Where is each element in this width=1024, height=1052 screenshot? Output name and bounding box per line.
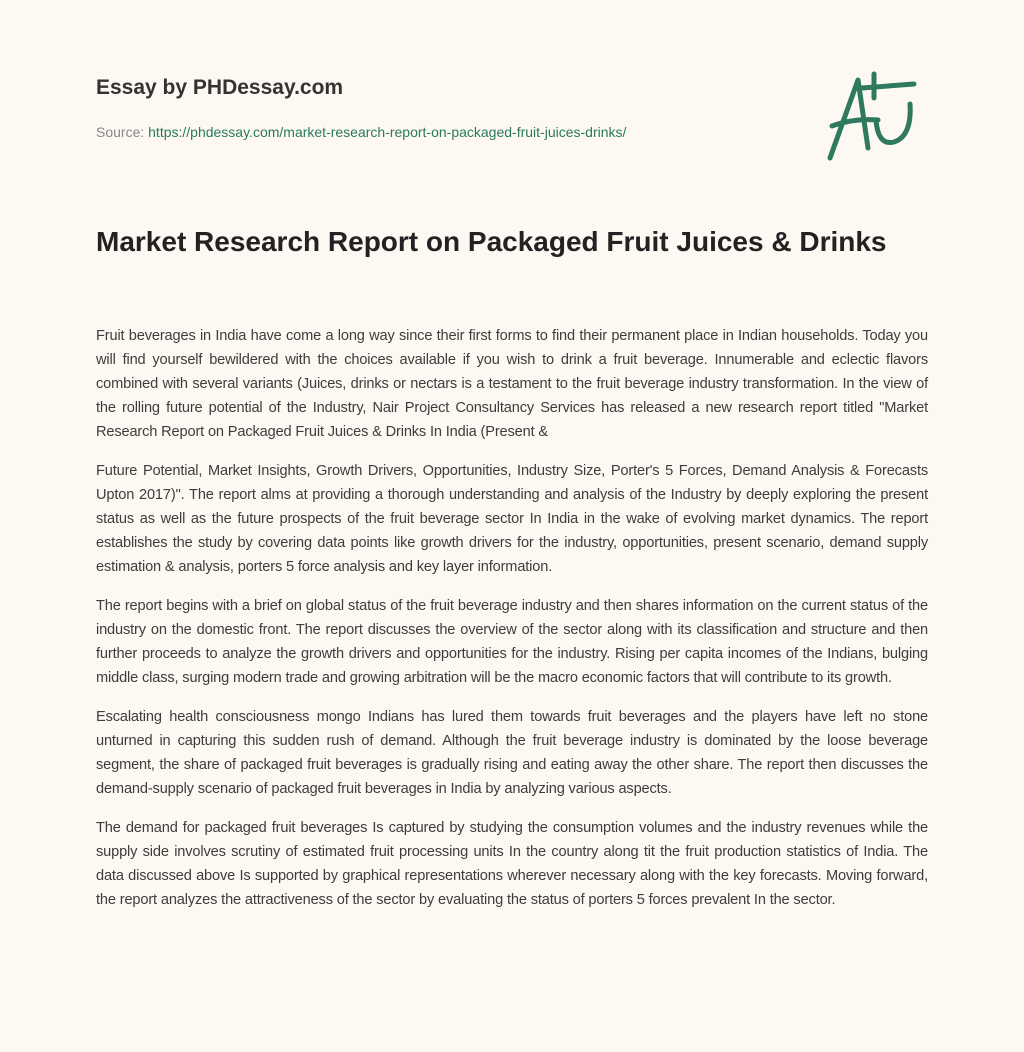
source-label: Source: — [96, 124, 145, 140]
paragraph: The demand for packaged fruit beverages Is captured by studying the consumption volumes and the industry revenues while the supply side involves scrutiny of estimated fruit processing units In the country along tit the fruit production statistics of India. The data discussed above Is supported by graphical representations wherever necessary along with the key forecasts. Moving forward, the report analyzes the attractiveness of the sector by evaluating the status of porters 5 forces prevalent In the sector. — [96, 820, 928, 908]
source-link[interactable]: https://phdessay.com/market-research-report-on-packaged-fruit-juices-drinks/ — [148, 124, 627, 140]
page-title: Market Research Report on Packaged Fruit Juices & Drinks — [96, 226, 887, 257]
paragraph: The report begins with a brief on global status of the fruit beverage industry and then shares information on the current status of the industry on the domestic front. The report discusses the overview of the sector along with its classification and structure and then further proceeds to analyze the growth drivers and opportunities for the industry. Rising per capita incomes of the Indians, bulging middle class, surging modern trade and growing arbitration will be the macro economic factors that will contribute to its growth. — [96, 598, 928, 686]
paragraph: Fruit beverages in India have come a long way since their first forms to find their permanent place in Indian households. Today you will find yourself bewildered with the choices available if you wish to drink a fruit beverage. Innumerable and eclectic flavors combined with several variants (Juices, drinks or nectars is a testament to the fruit beverage industry transformation. In the view of the rolling future potential of the Industry, Nair Project Consultancy Services has released a new research report titled "Market Research Report on Packaged Fruit Juices & Drinks In India (Present & — [96, 328, 928, 440]
source-line — [96, 124, 626, 140]
site-brand: Essay by PHDessay.com — [96, 76, 344, 99]
a-plus-logo-icon — [818, 68, 928, 168]
essay-body — [96, 324, 928, 927]
paragraph: Escalating health consciousness mongo Indians has lured them towards fruit beverages and the players have left no stone unturned in capturing this sudden rush of demand. Although the fruit beverage industry is dominated by the loose beverage segment, the share of packaged fruit beverages is gradually rising and eating away the other share. The report then discusses the demand-supply scenario of packaged fruit beverages in India by analyzing various aspects. — [96, 709, 928, 797]
paragraph: Future Potential, Market Insights, Growth Drivers, Opportunities, Industry Size, Porter's 5 Forces, Demand Analysis & Forecasts Upton 2017)". The report alms at providing a thorough understanding and analysis of the Industry by deeply exploring the present status as well as the future prospects of the fruit beverage sector In India in the wake of evolving market dynamics. The report establishes the study by covering data points like growth drivers for the industry, opportunities, present scenario, demand supply estimation & analysis, porters 5 force analysis and key layer information. — [96, 463, 928, 575]
